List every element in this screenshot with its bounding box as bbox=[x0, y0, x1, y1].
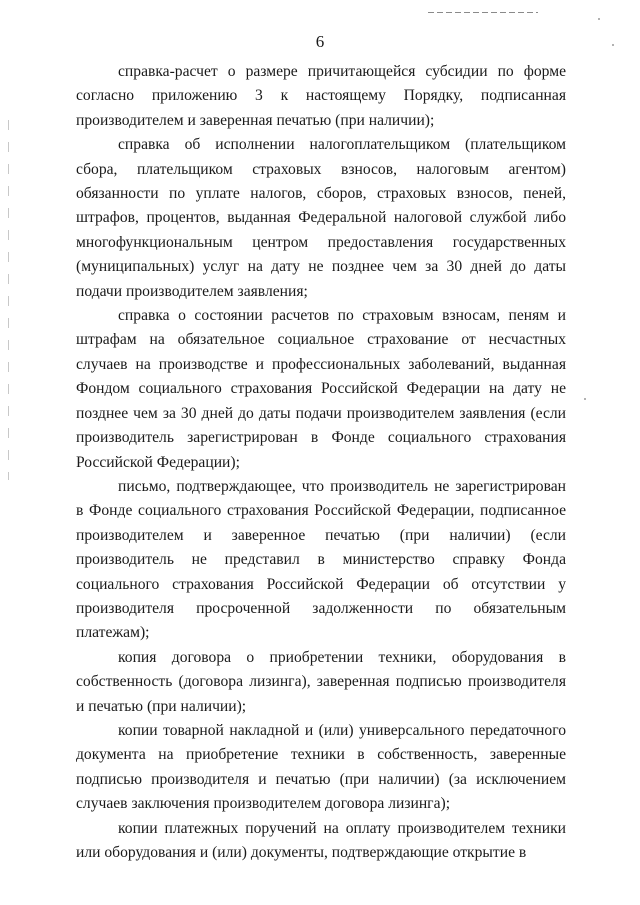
page-number: 6 bbox=[315, 32, 325, 51]
scan-artifact-dot bbox=[584, 398, 586, 400]
paragraph-tax-certificate: справка об исполнении налогоплательщиком (плательщиком сбора, плательщиком страховых взносов, налоговым агентом) обязанности по уплате налогов, сборов, страховых взносов, пеней, штрафов, процентов, выданная Федеральной налоговой службой либо многофункциональным центром предоставления государственных (муниципальных) услуг на дату не позднее чем за 30 дней до даты подачи производителем заявления; bbox=[76, 136, 566, 300]
paragraph-insurance-certificate: справка о состоянии расчетов по страховым взносам, пеням и штрафам на обязательное социальное страхование от несчастных случаев на производстве и профессиональных заболеваний, выданная Фондом социального страхования Российской Федерации на дату не позднее чем за 30 дней до даты подачи производителем заявления (если производитель зарегистрирован в Фонде социального страхования Российской Федерации); bbox=[76, 307, 566, 471]
paragraph-payment-orders: копии платежных поручений на оплату производителем техники или оборудования и (или) документы, подтверждающие открытие в bbox=[76, 819, 566, 861]
paragraph-invoice-copies: копии товарной накладной и (или) универсального передаточного документа на приобретение техники в собственность, заверенные подписью производителя и печатью (при наличии) (за исключением случаев заключения производителем договора лизинга); bbox=[76, 721, 566, 813]
paragraph-not-registered-letter: письмо, подтверждающее, что производитель не зарегистрирован в Фонде социального страхования Российской Федерации, подписанное производителем и заверенное печатью (при наличии) (если производитель не представил в министерство справку Фонда социального страхования Российской Федерации об отсутствии у производителя просроченной задолженности по обязательным платежам); bbox=[76, 477, 566, 642]
scan-artifact-dot bbox=[598, 18, 600, 20]
body-text bbox=[76, 60, 566, 865]
paragraph-contract-copy: копия договора о приобретении техники, оборудования в собственность (договора лизинга), заверенная подписью производителя и печатью (при наличии); bbox=[76, 648, 566, 715]
paragraph-subsidy-calculation: справка-расчет о размере причитающейся субсидии по форме согласно приложению 3 к настоящему Порядку, подписанная производителем и заверенная печатью (при наличии); bbox=[76, 63, 566, 129]
scan-artifact-line bbox=[428, 12, 538, 13]
scan-artifact-margin bbox=[8, 120, 9, 480]
